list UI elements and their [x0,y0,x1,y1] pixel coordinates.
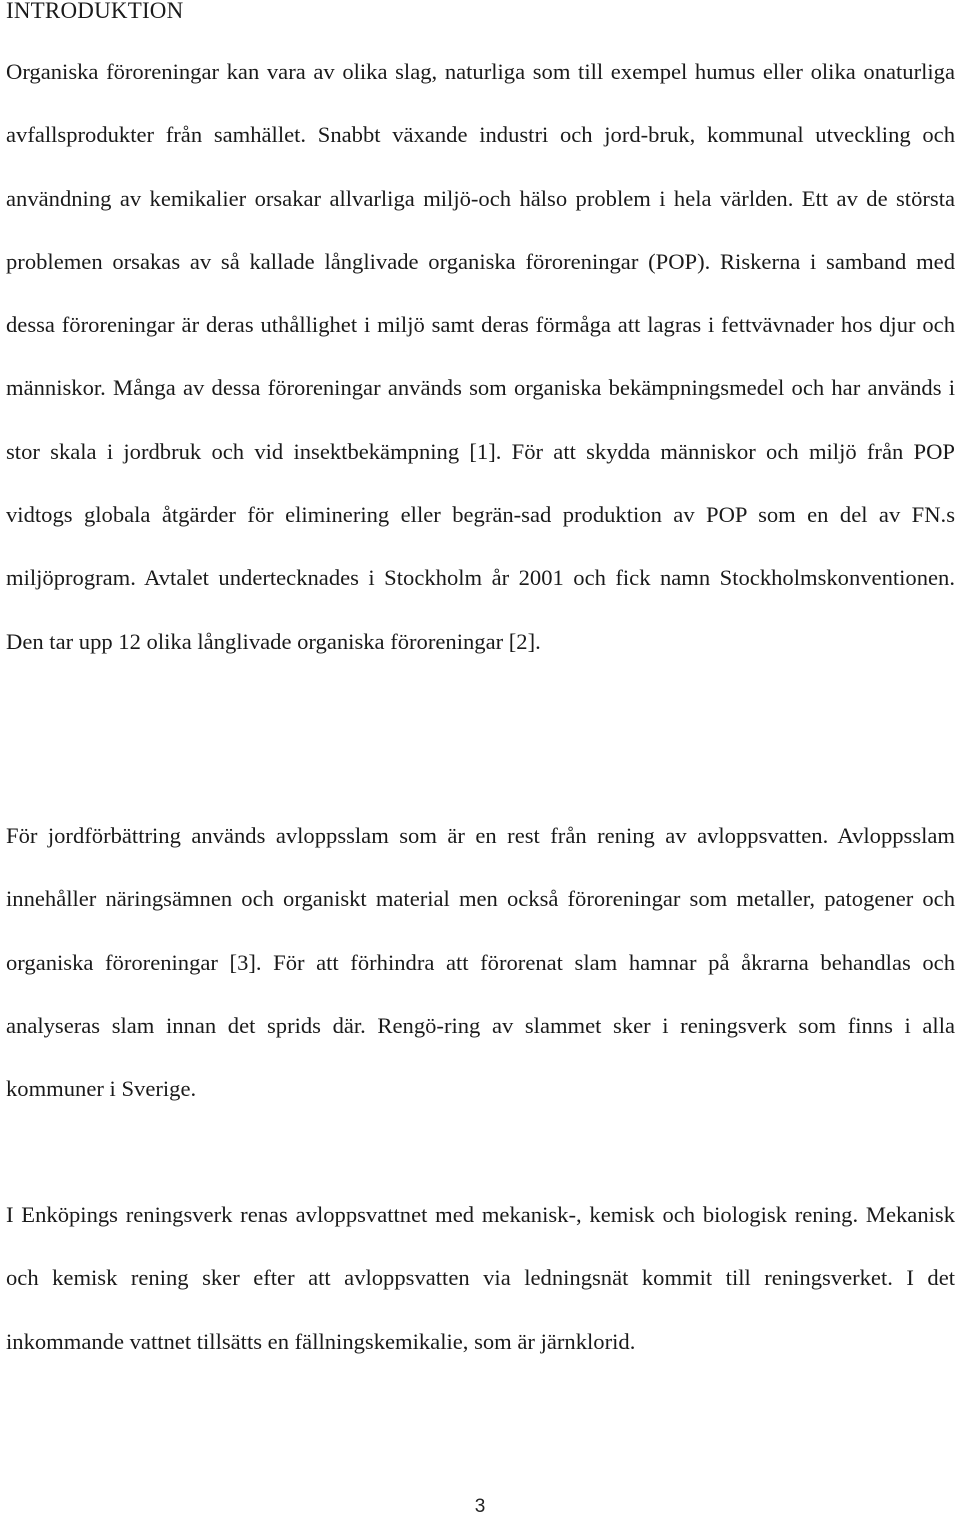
paragraph-sewage-sludge: För jordförbättring används avloppsslam som är en rest från rening av avloppsvatten. Avloppsslam innehåller näringsämnen och organiskt material men också föroreningar som metaller, patogener och organiska föroreningar [3]. För att förhindra att förorenat slam hamnar på åkrarna behandlas och analyseras slam innan det sprids där. Rengö-ring av slammet sker i reningsverk som finns i alla kommuner i Sverige. [6,823,955,1102]
paragraph-pop-background: Organiska föroreningar kan vara av olika slag, naturliga som till exempel humus eller olika onaturliga avfallsprodukter från samhället. Snabbt växande industri och jord-bruk, kommunal utveckling och användning av kemikalier orsakar allvarliga miljö-och hälso problem i hela världen. Ett av de största problemen orsakas av så kallade långlivade organiska föroreningar (POP). Riskerna i samband med dessa föroreningar är deras uthållighet i miljö samt deras förmåga att lagras i fettvävnader hos djur och människor. Många av dessa föroreningar används som organiska bekämpningsmedel och har används i stor skala i jordbruk och vid insektbekämpning [1]. För att skydda människor och miljö från POP vidtogs globala åtgärder för eliminering eller begrän-sad produktion av POP som en del av FN.s miljöprogram. Avtalet undertecknades i Stockholm år 2001 och fick namn Stockholmskonventionen. Den tar upp 12 olika långlivade organiska föroreningar [2]. [6,59,955,654]
section-heading: INTRODUKTION [6,0,184,23]
paragraph-enkoping-treatment: I Enköpings reningsverk renas avloppsvattnet med mekanisk-, kemisk och biologisk rening. Mekanisk och kemisk rening sker efter att avloppsvatten via ledningsnät kommit till reningsverket. I det inkommande vattnet tillsätts en fällningskemikalie, som är järnklorid. [6,1202,955,1354]
page-number: 3 [474,1496,486,1517]
